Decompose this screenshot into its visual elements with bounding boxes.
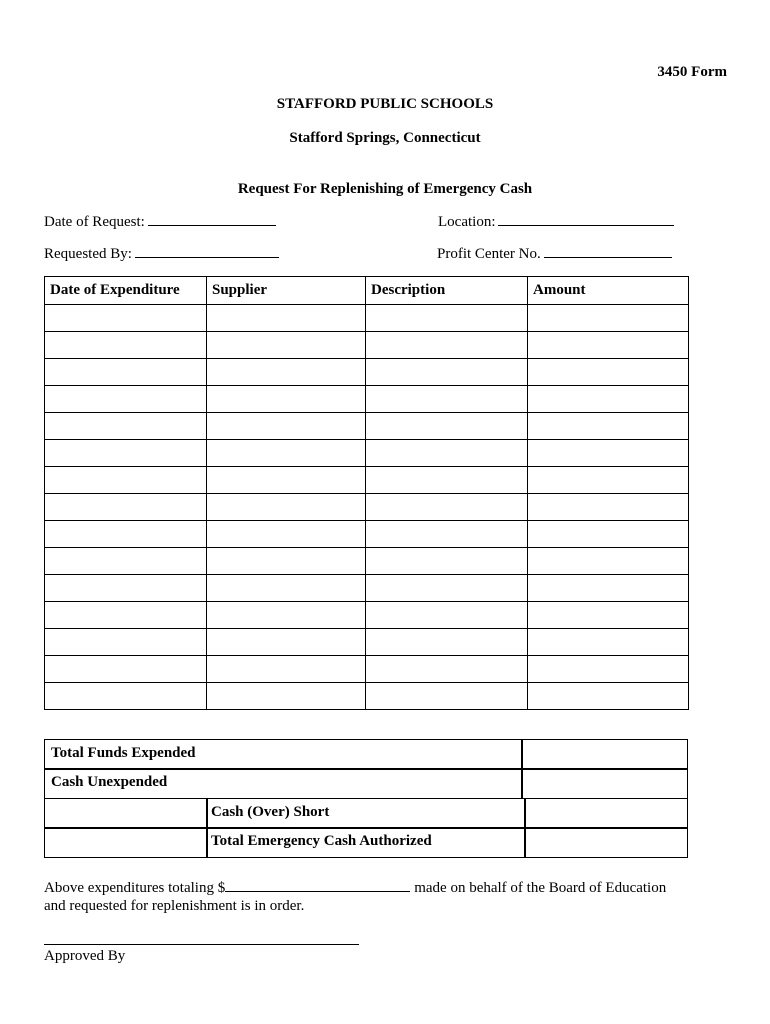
statement-suffix: made on behalf of the Board of Education <box>414 880 667 896</box>
cell-amount[interactable] <box>528 656 689 683</box>
table-row <box>45 602 689 629</box>
cell-amount[interactable] <box>528 305 689 332</box>
total-funds-label: Total Funds Expended <box>51 745 196 761</box>
cell-supplier[interactable] <box>207 683 366 710</box>
table-row <box>45 332 689 359</box>
statement-line-2: and requested for replenishment is in order. <box>44 898 305 914</box>
cell-date[interactable] <box>45 494 207 521</box>
cell-description[interactable] <box>366 440 528 467</box>
cash-unexpended-label: Cash Unexpended <box>51 774 168 790</box>
cell-amount[interactable] <box>528 494 689 521</box>
table-row <box>45 656 689 683</box>
cash-over-short-label: Cash (Over) Short <box>211 804 330 820</box>
cell-amount[interactable] <box>528 359 689 386</box>
col-header-description: Description <box>366 277 528 305</box>
cell-description[interactable] <box>366 521 528 548</box>
cell-description[interactable] <box>366 629 528 656</box>
cell-amount[interactable] <box>528 521 689 548</box>
table-row <box>45 629 689 656</box>
cell-amount[interactable] <box>528 386 689 413</box>
cell-description[interactable] <box>366 602 528 629</box>
cell-description[interactable] <box>366 575 528 602</box>
cell-date[interactable] <box>45 413 207 440</box>
cell-amount[interactable] <box>528 629 689 656</box>
organization-name: STAFFORD PUBLIC SCHOOLS <box>276 96 494 112</box>
cell-date[interactable] <box>45 440 207 467</box>
cash-unexpended-value-cell[interactable] <box>521 768 688 799</box>
cell-description[interactable] <box>366 656 528 683</box>
cell-amount[interactable] <box>528 467 689 494</box>
cell-date[interactable] <box>45 656 207 683</box>
approved-by-label: Approved By <box>44 948 126 964</box>
table-row <box>45 305 689 332</box>
expenditure-table <box>44 276 689 710</box>
col-header-supplier: Supplier <box>207 277 366 305</box>
cell-supplier[interactable] <box>207 494 366 521</box>
cell-supplier[interactable] <box>207 332 366 359</box>
cell-supplier[interactable] <box>207 386 366 413</box>
approval-signature-line[interactable] <box>44 944 359 945</box>
table-row <box>45 548 689 575</box>
total-funds-value-cell[interactable] <box>521 739 688 770</box>
cell-amount[interactable] <box>528 440 689 467</box>
location-line[interactable] <box>498 213 674 226</box>
cell-amount[interactable] <box>528 332 689 359</box>
cell-description[interactable] <box>366 494 528 521</box>
cell-date[interactable] <box>45 548 207 575</box>
cash-over-short-blank-cell <box>44 798 208 829</box>
cell-supplier[interactable] <box>207 548 366 575</box>
cell-amount[interactable] <box>528 548 689 575</box>
table-header-row <box>45 277 689 305</box>
cell-date[interactable] <box>45 521 207 548</box>
cell-description[interactable] <box>366 359 528 386</box>
cell-date[interactable] <box>45 359 207 386</box>
statement-line-1 <box>44 879 666 897</box>
cell-supplier[interactable] <box>207 602 366 629</box>
location-field[interactable] <box>438 213 674 231</box>
cell-supplier[interactable] <box>207 521 366 548</box>
date-of-request-line[interactable] <box>148 213 276 226</box>
profit-center-line[interactable] <box>544 245 672 258</box>
cell-supplier[interactable] <box>207 656 366 683</box>
cell-description[interactable] <box>366 386 528 413</box>
cell-date[interactable] <box>45 386 207 413</box>
cell-description[interactable] <box>366 413 528 440</box>
table-body <box>45 305 689 710</box>
cell-supplier[interactable] <box>207 305 366 332</box>
cell-description[interactable] <box>366 467 528 494</box>
cell-date[interactable] <box>45 629 207 656</box>
cell-description[interactable] <box>366 548 528 575</box>
cell-description[interactable] <box>366 305 528 332</box>
table-row <box>45 467 689 494</box>
cell-amount[interactable] <box>528 413 689 440</box>
cell-amount[interactable] <box>528 683 689 710</box>
location-label: Location: <box>438 214 496 230</box>
col-header-date: Date of Expenditure <box>45 277 207 305</box>
requested-by-line[interactable] <box>135 245 279 258</box>
table-row <box>45 575 689 602</box>
requested-by-label: Requested By: <box>44 246 132 262</box>
total-authorized-value-cell[interactable] <box>524 827 688 858</box>
cell-supplier[interactable] <box>207 467 366 494</box>
table-row <box>45 521 689 548</box>
total-amount-line[interactable] <box>225 879 410 892</box>
cell-amount[interactable] <box>528 575 689 602</box>
table-row <box>45 359 689 386</box>
date-of-request-field[interactable] <box>44 213 276 231</box>
cell-date[interactable] <box>45 575 207 602</box>
cell-date[interactable] <box>45 602 207 629</box>
table-row <box>45 494 689 521</box>
col-header-amount: Amount <box>528 277 689 305</box>
organization-location: Stafford Springs, Connecticut <box>289 130 481 146</box>
profit-center-label: Profit Center No. <box>437 246 541 262</box>
form-title: Request For Replenishing of Emergency Cash <box>237 181 533 197</box>
table-row <box>45 440 689 467</box>
profit-center-field[interactable] <box>437 245 672 263</box>
statement-prefix: Above expenditures totaling $ <box>44 880 226 896</box>
cash-over-short-value-cell[interactable] <box>524 798 688 829</box>
table-row <box>45 386 689 413</box>
cell-date[interactable] <box>45 467 207 494</box>
cell-supplier[interactable] <box>207 413 366 440</box>
cell-supplier[interactable] <box>207 629 366 656</box>
cell-supplier[interactable] <box>207 575 366 602</box>
cell-date[interactable] <box>45 332 207 359</box>
cell-date[interactable] <box>45 683 207 710</box>
form-number: 3450 Form <box>657 64 727 80</box>
cell-supplier[interactable] <box>207 359 366 386</box>
table-row <box>45 683 689 710</box>
cell-supplier[interactable] <box>207 440 366 467</box>
total-authorized-label: Total Emergency Cash Authorized <box>211 833 432 849</box>
cell-date[interactable] <box>45 305 207 332</box>
requested-by-field[interactable] <box>44 245 279 263</box>
table-row <box>45 413 689 440</box>
date-of-request-label: Date of Request: <box>44 214 145 230</box>
total-authorized-blank-cell <box>44 827 208 858</box>
cell-description[interactable] <box>366 332 528 359</box>
cell-amount[interactable] <box>528 602 689 629</box>
cell-description[interactable] <box>366 683 528 710</box>
